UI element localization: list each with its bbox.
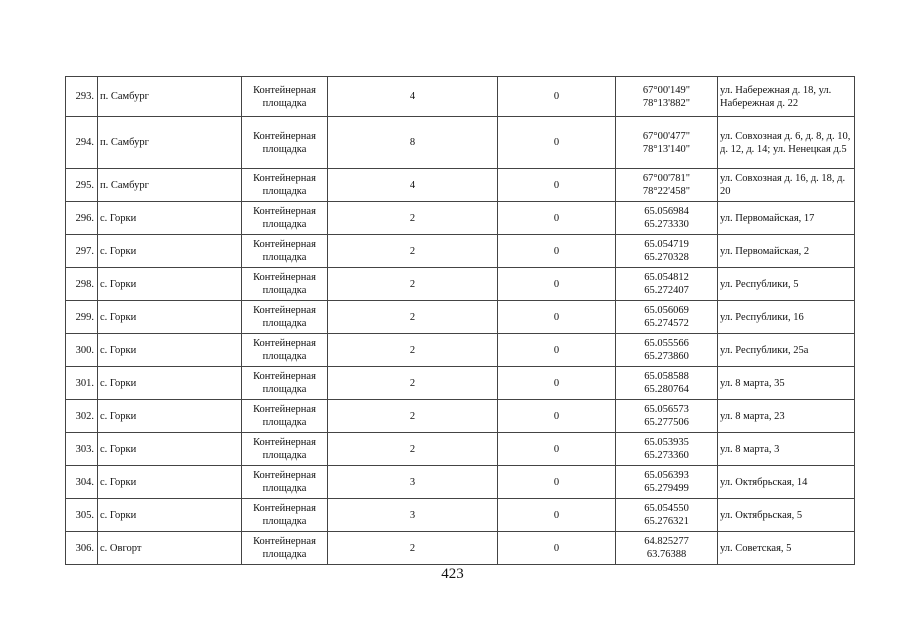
cell-text: 65.273330 (644, 219, 689, 230)
cell-text: 0 (553, 137, 560, 148)
cell-text: Контейнерная площадка (253, 536, 316, 560)
address-cell (718, 77, 855, 117)
row-number-cell (66, 301, 98, 334)
zero-value-cell (498, 77, 616, 117)
container-sites-table-wrapper (65, 76, 854, 565)
settlement-cell (98, 117, 242, 169)
cell-text: 65.056573 (644, 404, 689, 415)
address-cell (718, 169, 855, 202)
cell-text: ул. Республики, 16 (720, 311, 804, 323)
cell-text: 67°00'149" (642, 84, 691, 96)
coordinates-cell (616, 433, 718, 466)
table-row (66, 117, 855, 169)
cell-text: 65.279499 (644, 483, 689, 494)
cell-text: с. Горки (100, 344, 137, 356)
address-cell (718, 301, 855, 334)
settlement-cell (98, 334, 242, 367)
cell-text: п. Самбург (100, 91, 149, 102)
cell-text: Контейнерная площадка (253, 371, 316, 395)
cell-text: 67°00'477" (642, 130, 691, 142)
cell-text: ул. Набережная д. 18, ул. Набережная д. 22 (720, 84, 832, 109)
settlement-cell (98, 77, 242, 117)
cell-text: 297. (75, 245, 94, 257)
address-cell (718, 499, 855, 532)
cell-text: Контейнерная площадка (253, 437, 316, 461)
table-row (66, 532, 855, 565)
container-count-cell (328, 117, 498, 169)
container-count-cell (328, 77, 498, 117)
cell-text: 3 (409, 476, 416, 488)
site-type-cell (242, 268, 328, 301)
cell-text: 8 (409, 137, 416, 148)
coordinates-cell (616, 334, 718, 367)
settlement-cell (98, 202, 242, 235)
settlement-cell (98, 268, 242, 301)
coordinates-cell (616, 169, 718, 202)
coordinates-cell (616, 400, 718, 433)
cell-text: ул. 8 марта, 23 (720, 410, 785, 422)
settlement-cell (98, 466, 242, 499)
address-cell (718, 532, 855, 565)
cell-text: 65.053935 (644, 437, 689, 448)
cell-text: 2 (409, 212, 416, 224)
settlement-cell (98, 169, 242, 202)
row-number-cell (66, 77, 98, 117)
zero-value-cell (498, 268, 616, 301)
coordinates-cell (616, 499, 718, 532)
container-count-cell (328, 202, 498, 235)
zero-value-cell (498, 466, 616, 499)
cell-text: с. Горки (100, 476, 137, 488)
cell-text: ул. Республики, 25а (720, 344, 809, 356)
settlement-cell (98, 367, 242, 400)
cell-text: с. Горки (100, 377, 137, 389)
coordinates-cell (616, 301, 718, 334)
site-type-cell (242, 77, 328, 117)
settlement-cell (98, 499, 242, 532)
table-row (66, 169, 855, 202)
cell-text: 0 (553, 311, 560, 323)
cell-text: 0 (553, 443, 560, 455)
site-type-cell (242, 301, 328, 334)
cell-text: 64.825277 (644, 536, 689, 547)
cell-text: 301. (75, 377, 94, 389)
address-cell (718, 202, 855, 235)
cell-text: 0 (553, 179, 560, 191)
cell-text: с. Горки (100, 509, 137, 521)
container-count-cell (328, 466, 498, 499)
cell-text: 294. (75, 137, 94, 148)
cell-text: 2 (409, 311, 416, 323)
settlement-cell (98, 433, 242, 466)
cell-text: 78°13'140" (642, 143, 691, 155)
cell-text: 303. (75, 443, 94, 455)
cell-text: 78°13'882" (642, 97, 691, 109)
coordinates-cell (616, 235, 718, 268)
row-number-cell (66, 235, 98, 268)
cell-text: с. Горки (100, 278, 137, 290)
table-body (66, 77, 855, 565)
cell-text: 293. (75, 91, 94, 102)
container-count-cell (328, 532, 498, 565)
table-row (66, 466, 855, 499)
cell-text: Контейнерная площадка (253, 338, 316, 362)
cell-text: 2 (409, 443, 416, 455)
address-cell (718, 235, 855, 268)
cell-text: 65.054550 (644, 503, 689, 514)
zero-value-cell (498, 301, 616, 334)
cell-text: Контейнерная площадка (253, 470, 316, 494)
cell-text: ул. Октябрьская, 5 (720, 509, 803, 521)
site-type-cell (242, 235, 328, 268)
cell-text: Контейнерная площадка (253, 206, 316, 230)
row-number-cell (66, 532, 98, 565)
cell-text: с. Горки (100, 443, 137, 455)
site-type-cell (242, 499, 328, 532)
table-row (66, 499, 855, 532)
cell-text: 296. (75, 212, 94, 224)
cell-text: Контейнерная площадка (253, 173, 316, 197)
cell-text: 0 (553, 91, 560, 102)
cell-text: 65.276321 (644, 516, 689, 527)
row-number-cell (66, 117, 98, 169)
cell-text: 2 (409, 542, 416, 554)
cell-text: 0 (553, 212, 560, 224)
cell-text: с. Горки (100, 245, 137, 257)
zero-value-cell (498, 367, 616, 400)
cell-text: 65.270328 (644, 252, 689, 263)
table-row (66, 235, 855, 268)
container-count-cell (328, 400, 498, 433)
row-number-cell (66, 202, 98, 235)
cell-text: 0 (553, 245, 560, 257)
row-number-cell (66, 400, 98, 433)
site-type-cell (242, 400, 328, 433)
site-type-cell (242, 367, 328, 400)
cell-text: 298. (75, 278, 94, 290)
cell-text: ул. Совхозная д. 16, д. 18, д. 20 (720, 173, 846, 197)
coordinates-cell (616, 466, 718, 499)
address-cell (718, 466, 855, 499)
table-row (66, 202, 855, 235)
coordinates-cell (616, 117, 718, 169)
zero-value-cell (498, 235, 616, 268)
container-count-cell (328, 301, 498, 334)
cell-text: 4 (409, 91, 416, 102)
zero-value-cell (498, 169, 616, 202)
cell-text: 0 (553, 476, 560, 488)
cell-text: с. Горки (100, 410, 137, 422)
cell-text: 4 (409, 179, 416, 191)
container-count-cell (328, 169, 498, 202)
coordinates-cell (616, 367, 718, 400)
cell-text: Контейнерная площадка (253, 305, 316, 329)
cell-text: 3 (409, 509, 416, 521)
zero-value-cell (498, 433, 616, 466)
site-type-cell (242, 169, 328, 202)
cell-text: 65.056984 (644, 206, 689, 217)
settlement-cell (98, 532, 242, 565)
coordinates-cell (616, 268, 718, 301)
coordinates-cell (616, 77, 718, 117)
cell-text: 305. (75, 509, 94, 521)
cell-text: 63.76388 (646, 549, 687, 560)
cell-text: с. Горки (100, 311, 137, 323)
cell-text: 0 (553, 509, 560, 521)
cell-text: ул. Республики, 5 (720, 278, 799, 290)
table-row (66, 433, 855, 466)
site-type-cell (242, 532, 328, 565)
row-number-cell (66, 334, 98, 367)
cell-text: 299. (75, 311, 94, 323)
cell-text: 2 (409, 245, 416, 257)
row-number-cell (66, 169, 98, 202)
zero-value-cell (498, 334, 616, 367)
cell-text: 65.273360 (644, 450, 689, 461)
zero-value-cell (498, 499, 616, 532)
cell-text: ул. 8 марта, 3 (720, 443, 780, 455)
container-count-cell (328, 499, 498, 532)
settlement-cell (98, 301, 242, 334)
cell-text: ул. Октябрьская, 14 (720, 476, 808, 488)
cell-text: с. Горки (100, 212, 137, 224)
cell-text: п. Самбург (100, 179, 149, 191)
table-row (66, 367, 855, 400)
cell-text: 2 (409, 410, 416, 422)
container-count-cell (328, 268, 498, 301)
row-number-cell (66, 433, 98, 466)
table-row (66, 77, 855, 117)
cell-text: ул. Первомайская, 17 (720, 212, 815, 224)
coordinates-cell (616, 202, 718, 235)
cell-text: 300. (75, 344, 94, 356)
cell-text: 65.056393 (644, 470, 689, 481)
cell-text: ул. 8 марта, 35 (720, 377, 785, 389)
container-count-cell (328, 334, 498, 367)
settlement-cell (98, 400, 242, 433)
row-number-cell (66, 268, 98, 301)
address-cell (718, 268, 855, 301)
site-type-cell (242, 433, 328, 466)
cell-text: ул. Первомайская, 2 (720, 245, 810, 257)
address-cell (718, 367, 855, 400)
cell-text: Контейнерная площадка (253, 130, 316, 155)
cell-text: ул. Советская, 5 (720, 542, 792, 554)
cell-text: 65.054812 (644, 272, 689, 283)
row-number-cell (66, 466, 98, 499)
table-row (66, 268, 855, 301)
cell-text: 0 (553, 410, 560, 422)
cell-text: Контейнерная площадка (253, 503, 316, 527)
cell-text: 65.277506 (644, 417, 689, 428)
container-count-cell (328, 235, 498, 268)
cell-text: с. Овгорт (100, 542, 142, 554)
zero-value-cell (498, 400, 616, 433)
cell-text: 67°00'781" (642, 173, 691, 184)
zero-value-cell (498, 532, 616, 565)
address-cell (718, 334, 855, 367)
cell-text: 306. (75, 542, 94, 554)
cell-text: 2 (409, 278, 416, 290)
cell-text: ул. Совхозная д. 6, д. 8, д. 10, д. 12, д. 14; ул. Ненецкая д.5 (720, 130, 851, 155)
cell-text: Контейнерная площадка (253, 84, 316, 109)
cell-text: 2 (409, 377, 416, 389)
cell-text: 302. (75, 410, 94, 422)
table-row (66, 301, 855, 334)
cell-text: 304. (75, 476, 94, 488)
cell-text: 65.055566 (644, 338, 689, 349)
zero-value-cell (498, 202, 616, 235)
cell-text: Контейнерная площадка (253, 239, 316, 263)
table-row (66, 400, 855, 433)
address-cell (718, 117, 855, 169)
cell-text: 65.280764 (644, 384, 689, 395)
table-row (66, 334, 855, 367)
cell-text: 78°22'458" (642, 186, 691, 197)
cell-text: 0 (553, 377, 560, 389)
row-number-cell (66, 367, 98, 400)
coordinates-cell (616, 532, 718, 565)
site-type-cell (242, 117, 328, 169)
container-count-cell (328, 367, 498, 400)
cell-text: 65.058588 (644, 371, 689, 382)
cell-text: 0 (553, 344, 560, 356)
row-number-cell (66, 499, 98, 532)
cell-text: Контейнерная площадка (253, 404, 316, 428)
cell-text: 65.272407 (644, 285, 689, 296)
cell-text: 2 (409, 344, 416, 356)
site-type-cell (242, 202, 328, 235)
address-cell (718, 400, 855, 433)
cell-text: 0 (553, 278, 560, 290)
settlement-cell (98, 235, 242, 268)
cell-text: 295. (75, 179, 94, 191)
zero-value-cell (498, 117, 616, 169)
cell-text: п. Самбург (100, 137, 149, 148)
cell-text: 0 (553, 542, 560, 554)
container-sites-table (65, 76, 855, 565)
container-count-cell (328, 433, 498, 466)
cell-text: 65.273860 (644, 351, 689, 362)
cell-text: 65.274572 (644, 318, 689, 329)
page-number: 423 (441, 566, 464, 582)
cell-text: 65.054719 (644, 239, 689, 250)
site-type-cell (242, 466, 328, 499)
cell-text: Контейнерная площадка (253, 272, 316, 296)
site-type-cell (242, 334, 328, 367)
cell-text: 65.056069 (644, 305, 689, 316)
address-cell (718, 433, 855, 466)
